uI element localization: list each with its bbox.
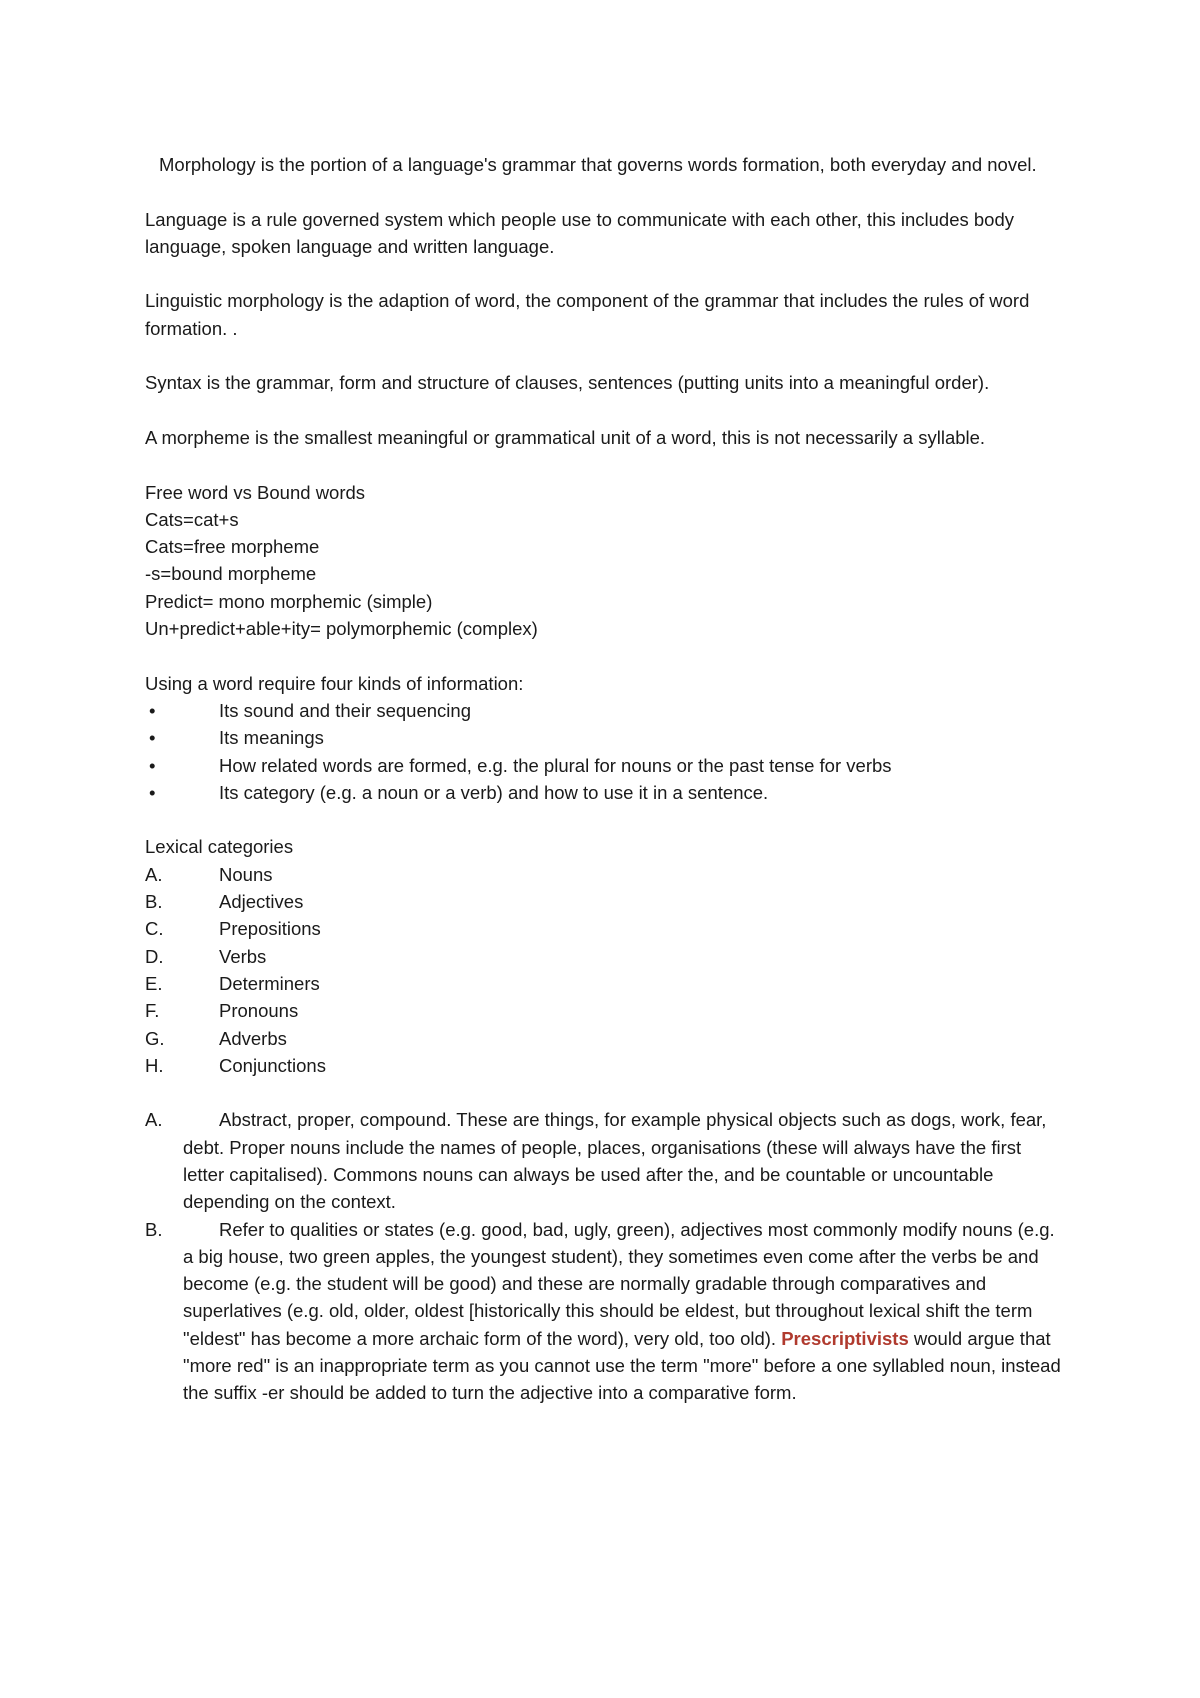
lexical-item: [145, 915, 1065, 942]
bullet-icon: •: [149, 699, 156, 721]
bullet-text: Its sound and their sequencing: [219, 699, 471, 721]
free-bound-line: Cats=free morpheme: [145, 536, 320, 558]
detail-letter: B.: [145, 1218, 163, 1240]
lexical-item: [145, 997, 1065, 1024]
detail-text: Abstract, proper, compound. These are things, for example physical objects such as dogs, work, fear, debt. Proper nouns include the names of people, places, organisations (these will always have the first letter capitalised). Commons nouns can always be used after the, and be countable or uncountable depending on the context.: [183, 1109, 1047, 1213]
free-bound-block: [145, 479, 1065, 643]
lexical-label: Adverbs: [219, 1027, 287, 1049]
free-bound-line: Free word vs Bound words: [145, 481, 366, 503]
lexical-heading: Lexical categories: [145, 836, 294, 858]
lexical-item: [145, 861, 1065, 888]
paragraph-linguistic-morphology: Linguistic morphology is the adaption of word, the component of the grammar that includes the rules of word formation. .: [145, 290, 1030, 339]
lexical-item: [145, 1025, 1065, 1052]
paragraph-language: Language is a rule governed system which people use to communicate with each other, this includes body language, spoken language and written language.: [145, 208, 1014, 257]
free-bound-line: Predict= mono morphemic (simple): [145, 590, 433, 612]
detail-nouns: [145, 1106, 1065, 1215]
lexical-label: Pronouns: [219, 1000, 299, 1022]
info-bullet-list: [145, 697, 1065, 806]
bullet-icon: •: [149, 754, 156, 776]
lexical-letter: H.: [145, 1054, 164, 1076]
lexical-letter: C.: [145, 918, 164, 940]
document-page: [145, 151, 1065, 1407]
lexical-letter: B.: [145, 891, 163, 913]
paragraph-syntax: Syntax is the grammar, form and structure of clauses, sentences (putting units into a meaningful order).: [145, 372, 990, 394]
lexical-letter: A.: [145, 863, 163, 885]
bullet-text: Its category (e.g. a noun or a verb) and how to use it in a sentence.: [219, 781, 769, 803]
lexical-letter: D.: [145, 945, 164, 967]
lexical-label: Verbs: [219, 945, 267, 967]
lexical-label: Nouns: [219, 863, 273, 885]
highlighted-term: Prescriptivists: [781, 1327, 909, 1349]
lexical-letter: E.: [145, 972, 163, 994]
detail-text-after: would argue that "more red" is an inappropriate term as you cannot use the term "more" before a one syllabled noun, instead the suffix -er should be added to turn the adjective into a comparative form.: [183, 1327, 1061, 1404]
free-bound-line: -s=bound morpheme: [145, 563, 317, 585]
lexical-label: Adjectives: [219, 891, 304, 913]
bullet-item: [145, 779, 1065, 806]
bullet-item: [145, 724, 1065, 751]
bullet-item: [145, 697, 1065, 724]
lexical-label: Conjunctions: [219, 1054, 326, 1076]
lexical-item: [145, 888, 1065, 915]
lexical-item: [145, 943, 1065, 970]
lexical-letter: G.: [145, 1027, 165, 1049]
paragraph-morpheme: A morpheme is the smallest meaningful or grammatical unit of a word, this is not necessarily a syllable.: [145, 426, 986, 448]
bullet-text: How related words are formed, e.g. the plural for nouns or the past tense for verbs: [219, 754, 892, 776]
bullet-text: Its meanings: [219, 727, 324, 749]
lexical-item: [145, 970, 1065, 997]
bullet-icon: •: [149, 727, 156, 749]
paragraph-morphology: Morphology is the portion of a language's grammar that governs words formation, both everyday and novel.: [159, 154, 1037, 175]
lexical-list: [145, 861, 1065, 1079]
lexical-letter: F.: [145, 1000, 160, 1022]
lexical-label: Determiners: [219, 972, 320, 994]
lexical-item: [145, 1052, 1065, 1079]
free-bound-line: Un+predict+able+ity= polymorphemic (complex): [145, 618, 538, 640]
free-bound-line: Cats=cat+s: [145, 508, 239, 530]
bullet-icon: •: [149, 781, 156, 803]
bullet-item: [145, 752, 1065, 779]
detail-adjectives: [145, 1216, 1065, 1407]
lexical-label: Prepositions: [219, 918, 321, 940]
detail-letter: A.: [145, 1109, 163, 1131]
detail-text-before: Refer to qualities or states (e.g. good, bad, ugly, green), adjectives most commonly modify nouns (e.g. a big house, two green apples, the youngest student), they sometimes even come after the verbs be and become (e.g. the student will be good) and these are normally gradable through comparatives and superlatives (e.g. old, older, oldest [historically this should be eldest, but throughout lexical shift the term "eldest" has become a more archaic form of the word), very old, too old).: [183, 1218, 1055, 1349]
info-intro: Using a word require four kinds of information:: [145, 672, 524, 694]
